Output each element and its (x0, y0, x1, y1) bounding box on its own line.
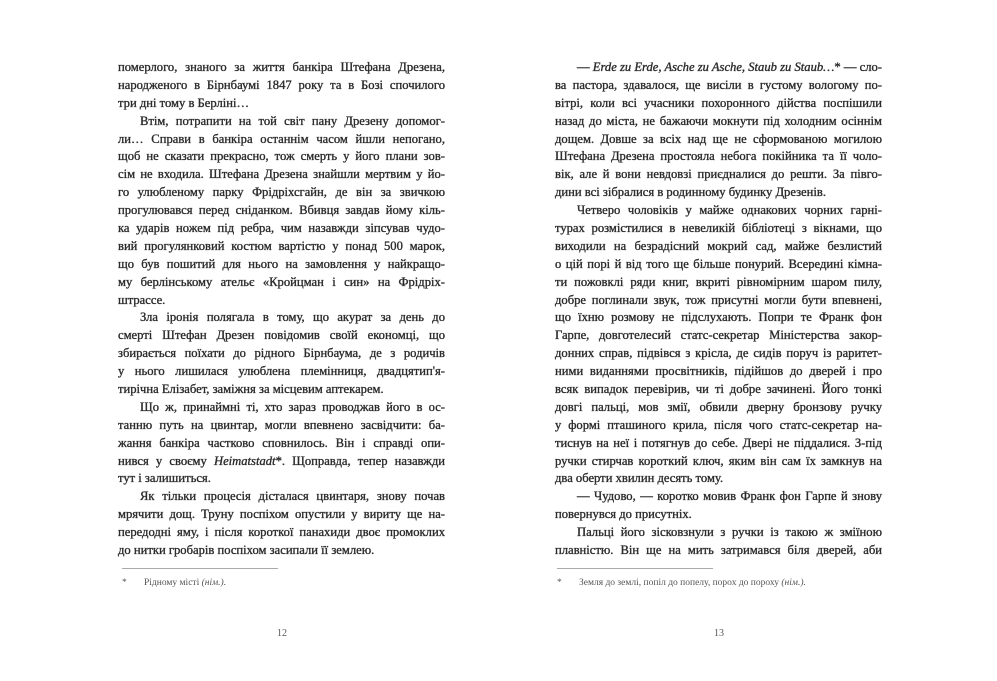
text-line: донних справ, підвівся з крісла, де сидів поруч із раритет- (555, 346, 882, 361)
text-line: довгі пальці, мов змії, обвили дверну бронзову ручку (555, 399, 882, 414)
text-line: сім не входила. Штефана Дрезена знайшли мертвим у йо- (118, 167, 445, 182)
text-segment: нився у своєму (118, 453, 214, 468)
text-line: всяк випадок перевірив, чи ті добре зачинені. Його тонкі (555, 382, 882, 397)
text-line: ними виданнями просвітників, підійшов до дверей і про (555, 364, 882, 379)
text-line: прогулювався перед сніданком. Вбивця завдав йому кіль- (118, 203, 445, 218)
text-line: Штефана Дрезена простояла небога покійника та її чоло- (555, 149, 882, 164)
text-line: що їхню розмову не підслухають. Попри те Франк фон (555, 310, 882, 325)
text-line: добре поглинали звук, тож присутні могли бути впевнені, (555, 292, 882, 307)
text-line: дощем. Довше за всіх над ще не сформованою могилою (555, 131, 882, 146)
text-line: ти пожовклі ряди книг, вкриті рівномірним шаром пилу, (555, 274, 882, 289)
text-line: що був пошитий для нього на замовлення у найкращо- (118, 256, 445, 271)
text-line: ручки стирчав короткий ключ, яким він сам їх замкнув на (555, 453, 882, 468)
text-line: вий прогулянковий костюм вартістю у понад 500 марок, (118, 238, 445, 253)
text-segment: *. Щоправда, тепер назавжди (275, 453, 445, 468)
text-line: Зла іронія полягала в тому, що акурат за день до (140, 310, 445, 325)
footnote-mark: * (557, 578, 562, 588)
text-line: штрассе. (118, 292, 166, 307)
text-line: смерті Штефан Дрезен повідомив своїй економці, що (118, 328, 445, 343)
text-line: Що ж, принаймні ті, хто зараз проводжав його в ос- (140, 399, 445, 414)
footnote (122, 578, 226, 588)
footnote-text: Рідному місті (144, 578, 202, 588)
text-line: ва пастора, здавалося, ще висіли в густому вологому по- (555, 77, 882, 92)
text-line (555, 59, 882, 77)
text-line: народженого в Бірнбаумі 1847 року та в Бозі спочилого (118, 77, 445, 92)
text-line: померлого, знаного за життя банкіра Штефана Дрезена, (118, 60, 445, 74)
text-line: о цій порі й від того ще більше понурий. Всередині кімна- (555, 256, 882, 271)
text-line: му берлінському ательє «Кройцман і син» на Фрідріх- (118, 274, 445, 289)
text-line: го улюбленому парку Фрідріхсгайн, де він за звичкою (118, 185, 445, 200)
text-line: — Чудово, — коротко мовив Франк фон Гарпе й знову (577, 489, 882, 504)
body-text (118, 59, 445, 560)
left-page (0, 0, 498, 681)
text-line: Як тільки процесія дісталася цвинтаря, знову почав (140, 489, 445, 504)
text-line: збирається поїхати до рідного Бірнбаума, де з родичів (118, 346, 445, 361)
footnote-text: Земля до землі, попіл до попелу, порох до пороху (579, 578, 782, 588)
footnote-language-note: (нім.). (781, 578, 806, 588)
text-line: Четверо чоловіків у майже однакових чорних гарні- (577, 203, 882, 218)
text-line: тиснув на неї і потягнув до себе. Двері не піддалися. З-під (555, 435, 882, 450)
text-line: передодні яму, і після короткої панахиди двоє промоклих (118, 525, 445, 540)
text-line: танню путь на цвинтар, могли впевнено засвідчити: ба- (118, 417, 445, 432)
page-number: 13 (714, 628, 724, 639)
text-line: назад до міста, не бажаючи мокнути під холодним осіннім (555, 113, 882, 128)
text-line: мрячити дощ. Труну поспіхом опустили у вириту ще на- (118, 507, 445, 522)
right-page (498, 0, 997, 681)
text-line (118, 453, 445, 471)
footnote (557, 578, 806, 588)
italic-phrase: Heimatstadt (213, 453, 276, 468)
text-line: Пальці його зісковзнули з ручки із такою ж зміїною (577, 525, 882, 540)
text-line: вітрі, коли всі учасники похоронного дійства поспішили (555, 95, 882, 110)
text-line: тут і залишиться. (118, 471, 211, 486)
text-line: дини всі зібралися в родинному будинку Дрезенів. (555, 185, 826, 200)
text-line: жання банкіра частково сповнилось. Він і справді опи- (118, 435, 445, 450)
text-line: повернувся до присутніх. (555, 507, 692, 522)
text-line: у формі пташиного крила, після чого статс-секретар на- (555, 417, 882, 432)
text-line: ка ударів ножем під ребра, чим назавжди зіпсував чудо- (118, 221, 445, 236)
footnote-mark: * (122, 578, 127, 588)
text-line: два оберти хвилин десять тому. (555, 471, 724, 486)
text-segment: * — сло- (834, 60, 883, 74)
text-line: ли… Справи в банкіра останнім часом йшли непогано, (118, 131, 445, 146)
footnote-divider (557, 568, 713, 569)
text-segment: — (577, 60, 593, 74)
text-line: плавністю. Він ще на мить затримався біля дверей, аби (555, 543, 882, 558)
text-line: три дні тому в Берліні… (118, 95, 250, 110)
text-line: Втім, потрапити на той світ пану Дрезену допомог- (140, 113, 445, 128)
text-line: у нього лишилася улюблена племінниця, двадцятип'я- (118, 364, 445, 379)
body-text (555, 59, 882, 560)
text-line: щоб не сказати прекрасно, тож смерть у його плани зов- (118, 149, 445, 164)
text-line: турах розмістилися в невеликій бібліотеці з вікнами, що (555, 221, 882, 236)
text-line: тирічна Елізабет, заміжня за місцевим аптекарем. (118, 382, 384, 397)
text-line: виходили на безрадісний мокрий сад, майже безлистий (555, 238, 882, 253)
footnote-divider (122, 568, 278, 569)
page-number: 12 (277, 628, 287, 639)
footnote-language-note: (нім.). (201, 578, 227, 588)
text-line: до нитки гробарів поспіхом засипали її землею. (118, 543, 375, 558)
text-line: вік, але й вони невдовзі приєдналися до решти. За півго- (555, 167, 882, 182)
italic-phrase: Erde zu Erde, Asche zu Asche, Staub zu Staub… (592, 60, 835, 74)
text-line: Гарпе, довготелесий статс-секретар Міністерства закор- (555, 328, 882, 343)
